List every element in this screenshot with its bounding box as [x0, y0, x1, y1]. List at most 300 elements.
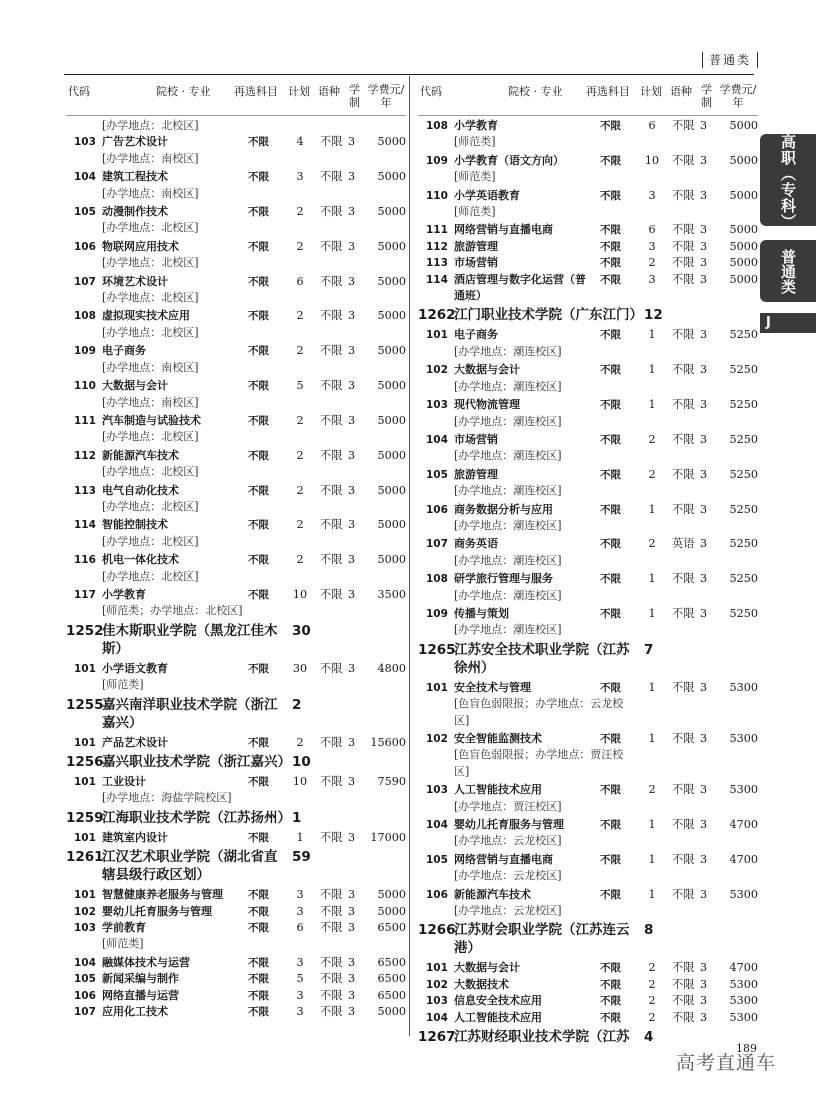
major-years: 3	[700, 398, 708, 412]
major-code: 111	[74, 414, 96, 427]
major-row	[66, 661, 406, 694]
major-name: 大数据技术	[454, 977, 509, 991]
major-row	[66, 887, 406, 903]
major-fee: 5000	[377, 904, 406, 918]
major-note: [办学地点：贾汪校区]	[454, 799, 562, 813]
header-code: 代码	[420, 85, 442, 98]
major-fee: 5000	[377, 309, 406, 323]
major-language: 不限	[672, 502, 695, 516]
major-language: 不限	[672, 606, 695, 620]
major-code: 111	[426, 224, 448, 237]
column-divider	[409, 76, 410, 1036]
major-subjects: 不限	[600, 503, 621, 516]
major-language: 不限	[320, 830, 343, 844]
major-note: [办学地点：潮连校区]	[454, 484, 562, 498]
left-column	[66, 80, 406, 1020]
major-row	[66, 483, 406, 516]
major-code: 103	[426, 399, 448, 412]
major-code: 101	[426, 962, 448, 975]
major-years: 3	[348, 830, 356, 844]
major-name: 信息安全技术应用	[454, 994, 542, 1008]
major-name: 人工智能技术应用	[454, 1010, 542, 1024]
major-subjects: 不限	[248, 831, 269, 844]
major-name: 酒店管理与数字化运营（普通班）	[454, 272, 586, 303]
major-language: 不限	[320, 972, 343, 986]
school-plan: 1	[292, 809, 302, 826]
major-name: 学前教育	[102, 921, 146, 935]
major-years: 3	[700, 467, 708, 481]
major-plan: 3	[296, 170, 304, 184]
major-years: 3	[348, 1005, 356, 1019]
major-name: 现代物流管理	[454, 398, 520, 412]
header-language: 语种	[670, 85, 692, 98]
table-header	[66, 80, 406, 116]
major-language: 不限	[672, 783, 695, 797]
major-years: 3	[348, 775, 356, 788]
school-name: 江苏安全技术职业学院（江苏徐州）	[454, 641, 630, 676]
major-language: 不限	[672, 363, 695, 377]
major-plan: 2	[648, 256, 656, 270]
major-code: 108	[426, 573, 448, 586]
major-name: 商务数据分析与应用	[454, 502, 553, 516]
major-subjects: 不限	[248, 889, 269, 902]
major-plan: 2	[296, 309, 304, 323]
major-subjects: 不限	[248, 588, 269, 601]
major-name: 传播与策划	[454, 606, 509, 620]
major-subjects: 不限	[600, 120, 621, 132]
major-years: 3	[700, 994, 708, 1008]
major-subjects: 不限	[248, 414, 269, 427]
major-row	[418, 255, 758, 271]
major-name: 动漫制作技术	[102, 205, 168, 219]
major-years: 3	[348, 888, 356, 902]
major-years: 3	[700, 239, 708, 253]
school-row	[66, 848, 406, 884]
major-subjects: 不限	[248, 136, 269, 149]
major-code: 110	[426, 189, 448, 202]
side-tab-letter[interactable]: J	[760, 313, 816, 333]
major-years: 3	[348, 483, 356, 497]
major-row	[418, 852, 758, 885]
header-code: 代码	[68, 85, 90, 98]
major-row	[66, 413, 406, 446]
major-fee: 5000	[377, 205, 406, 219]
major-plan: 1	[648, 818, 656, 832]
major-years: 3	[348, 448, 356, 462]
header-years: 学制	[349, 83, 360, 109]
major-name: 安全智能监测技术	[454, 732, 542, 745]
major-row	[418, 502, 758, 535]
major-plan: 6	[296, 921, 304, 935]
major-years: 3	[348, 135, 356, 149]
major-code: 108	[74, 310, 96, 323]
major-fee: 5250	[729, 606, 758, 620]
major-plan: 2	[296, 735, 304, 749]
major-name: 小学教育	[454, 119, 498, 132]
major-years: 3	[700, 223, 708, 237]
major-years: 3	[700, 256, 708, 270]
major-name: 新能源汽车技术	[454, 887, 531, 901]
major-language: 不限	[672, 432, 695, 446]
major-years: 3	[700, 119, 708, 132]
major-code: 101	[74, 889, 96, 902]
major-plan: 1	[648, 502, 656, 516]
major-subjects: 不限	[600, 995, 621, 1008]
major-row	[418, 118, 758, 151]
school-code: 1259	[66, 809, 104, 826]
major-note: [办学地点：北校区]	[102, 256, 199, 270]
major-code: 103	[74, 922, 96, 935]
major-fee: 5300	[729, 680, 758, 694]
major-subjects: 不限	[248, 736, 269, 749]
major-fee: 5000	[377, 553, 406, 567]
major-years: 3	[700, 272, 708, 286]
major-code: 104	[426, 1011, 448, 1024]
header-years: 学制	[701, 83, 712, 109]
major-language: 不限	[320, 170, 343, 184]
major-subjects: 不限	[600, 364, 621, 377]
major-code: 113	[426, 257, 448, 270]
major-years: 3	[348, 413, 356, 427]
major-subjects: 不限	[600, 853, 621, 866]
major-note: [办学地点：潮连校区]	[454, 414, 562, 428]
major-language: 不限	[672, 239, 695, 253]
major-note: [办学地点：北校区]	[102, 499, 199, 513]
major-years: 3	[700, 188, 708, 202]
major-code: 110	[74, 380, 96, 393]
major-years: 3	[700, 363, 708, 377]
major-name: 商务英语	[454, 537, 498, 551]
major-plan: 2	[648, 977, 656, 991]
major-code: 107	[426, 538, 448, 551]
major-fee: 5000	[377, 483, 406, 497]
major-row	[418, 272, 758, 305]
major-fee: 5000	[729, 188, 758, 202]
major-fee: 5000	[377, 274, 406, 288]
major-years: 3	[700, 961, 708, 975]
major-row	[66, 343, 406, 376]
major-language: 不限	[672, 223, 695, 237]
major-fee: 5300	[729, 977, 758, 991]
major-row	[418, 887, 758, 920]
major-row	[66, 308, 406, 341]
side-tab-general[interactable]: 普通类	[760, 240, 816, 302]
major-language: 不限	[320, 135, 343, 149]
major-note: [办学地点：云龙校区]	[454, 904, 562, 918]
major-years: 3	[700, 606, 708, 620]
major-fee: 7590	[377, 775, 406, 788]
major-plan: 2	[296, 205, 304, 219]
major-code: 103	[426, 995, 448, 1008]
major-note: [办学地点：北校区]	[102, 465, 199, 479]
major-years: 3	[348, 955, 356, 969]
header-subjects: 再选科目	[234, 85, 278, 98]
major-row	[66, 587, 406, 620]
major-row	[66, 735, 406, 751]
major-language: 不限	[320, 735, 343, 749]
major-fee: 5000	[377, 344, 406, 358]
school-code: 1265	[418, 641, 456, 658]
major-name: 小学教育（语文方向）	[454, 153, 564, 167]
major-code: 102	[426, 364, 448, 377]
major-row	[418, 960, 758, 976]
major-years: 3	[700, 818, 708, 832]
left-entries	[66, 118, 406, 1020]
major-subjects: 不限	[600, 273, 621, 286]
major-plan: 3	[648, 239, 656, 253]
major-code: 106	[74, 989, 96, 1002]
header-plan: 计划	[288, 85, 310, 98]
major-subjects: 不限	[248, 922, 269, 935]
major-years: 3	[348, 553, 356, 567]
major-language: 不限	[320, 205, 343, 219]
major-plan: 2	[296, 553, 304, 567]
major-plan: 2	[296, 239, 304, 253]
major-row	[66, 378, 406, 411]
major-row	[66, 830, 406, 846]
major-subjects: 不限	[600, 189, 621, 202]
major-code: 116	[74, 554, 96, 567]
major-years: 3	[700, 887, 708, 901]
major-subjects: 不限	[248, 275, 269, 288]
major-plan: 6	[648, 119, 656, 132]
major-name: 市场营销	[454, 432, 498, 446]
header-fee: 学费元/年	[367, 83, 405, 109]
major-years: 3	[700, 732, 708, 745]
major-note: [师范类]	[102, 937, 144, 951]
major-name: 虚拟现实技术应用	[102, 309, 190, 323]
major-plan: 1	[648, 328, 656, 342]
major-language: 不限	[672, 818, 695, 832]
school-code: 1262	[418, 307, 456, 324]
school-name: 嘉兴职业技术学院（浙江嘉兴）	[102, 754, 291, 770]
major-subjects: 不限	[248, 989, 269, 1002]
major-fee: 5000	[377, 379, 406, 393]
major-fee: 4800	[377, 661, 406, 675]
major-code: 114	[426, 273, 448, 286]
major-plan: 30	[292, 661, 308, 675]
major-name: 汽车制造与试验技术	[102, 413, 201, 427]
continuation-note-row	[66, 118, 406, 134]
major-note: [办学地点：云龙校区]	[454, 869, 562, 883]
major-years: 3	[348, 661, 356, 675]
major-row	[66, 552, 406, 585]
watermark: 高考直通车	[676, 1052, 777, 1074]
major-code: 106	[74, 240, 96, 253]
major-plan: 2	[296, 518, 304, 532]
major-row	[418, 680, 758, 729]
major-note: [办学地点：潮连校区]	[454, 623, 562, 637]
major-plan: 1	[648, 572, 656, 586]
major-code: 101	[426, 329, 448, 342]
major-language: 英语	[672, 537, 695, 551]
major-fee: 5000	[729, 223, 758, 237]
major-subjects: 不限	[600, 784, 621, 797]
major-code: 103	[426, 784, 448, 797]
major-subjects: 不限	[600, 399, 621, 412]
major-name: 小学英语教育	[454, 188, 520, 202]
major-fee: 4700	[729, 818, 758, 832]
major-code: 102	[426, 733, 448, 745]
major-years: 3	[348, 904, 356, 918]
table-header	[418, 80, 758, 116]
major-subjects: 不限	[248, 1006, 269, 1019]
school-plan: 7	[644, 641, 654, 658]
school-row	[418, 306, 758, 324]
major-language: 不限	[320, 518, 343, 532]
major-language: 不限	[672, 994, 695, 1008]
major-name: 旅游管理	[454, 467, 498, 481]
major-plan: 2	[296, 483, 304, 497]
major-row	[66, 971, 406, 987]
major-fee: 5250	[729, 467, 758, 481]
major-years: 3	[700, 680, 708, 694]
major-language: 不限	[672, 272, 695, 286]
major-subjects: 不限	[248, 662, 269, 675]
major-name: 网络营销与直播电商	[454, 852, 553, 866]
school-code: 1255	[66, 696, 104, 713]
major-note: [师范类]	[454, 205, 496, 219]
major-plan: 3	[296, 988, 304, 1002]
major-fee: 6500	[377, 955, 406, 969]
major-subjects: 不限	[600, 538, 621, 551]
major-subjects: 不限	[600, 573, 621, 586]
major-fee: 6500	[377, 921, 406, 935]
major-row	[418, 222, 758, 238]
major-language: 不限	[672, 977, 695, 991]
major-language: 不限	[320, 904, 343, 918]
major-fee: 15600	[370, 735, 406, 749]
major-language: 不限	[320, 239, 343, 253]
major-plan: 2	[648, 994, 656, 1008]
major-plan: 1	[648, 852, 656, 866]
major-note: [办学地点：北校区]	[102, 534, 199, 548]
major-years: 3	[348, 239, 356, 253]
major-name: 小学教育	[102, 587, 146, 601]
major-years: 3	[348, 518, 356, 532]
major-language: 不限	[320, 274, 343, 288]
major-years: 3	[700, 1010, 708, 1024]
major-years: 3	[348, 309, 356, 323]
major-language: 不限	[320, 379, 343, 393]
right-column	[418, 80, 758, 1049]
major-row	[418, 239, 758, 255]
major-row	[66, 169, 406, 202]
major-language: 不限	[320, 921, 343, 935]
major-subjects: 不限	[248, 519, 269, 532]
major-plan: 1	[296, 830, 304, 844]
major-code: 101	[74, 831, 96, 844]
major-fee: 4700	[729, 852, 758, 866]
major-plan: 2	[648, 432, 656, 446]
major-row	[66, 448, 406, 481]
major-plan: 2	[296, 413, 304, 427]
school-row	[418, 921, 758, 957]
major-language: 不限	[672, 852, 695, 866]
major-fee: 5250	[729, 398, 758, 412]
major-fee: 6500	[377, 988, 406, 1002]
major-name: 电子商务	[102, 344, 146, 358]
major-subjects: 不限	[600, 978, 621, 991]
major-code: 117	[74, 588, 96, 601]
major-row	[66, 204, 406, 237]
major-code: 109	[426, 154, 448, 167]
major-row	[418, 153, 758, 186]
major-plan: 2	[296, 448, 304, 462]
major-subjects: 不限	[600, 468, 621, 481]
major-code: 101	[426, 681, 448, 694]
major-row	[418, 397, 758, 430]
major-subjects: 不限	[248, 240, 269, 253]
major-name: 环境艺术设计	[102, 274, 168, 288]
header-plan: 计划	[640, 85, 662, 98]
school-name: 江苏财经职业技术学院（江苏	[454, 1029, 630, 1046]
major-code: 112	[74, 449, 96, 462]
major-years: 3	[348, 988, 356, 1002]
major-language: 不限	[320, 587, 343, 601]
major-subjects: 不限	[600, 257, 621, 270]
major-name: 大数据与会计	[454, 961, 520, 975]
major-note: [办学地点：北校区]	[102, 430, 199, 444]
major-note: [办学地点：南校区]	[102, 151, 199, 165]
major-fee: 5300	[729, 783, 758, 797]
major-subjects: 不限	[248, 956, 269, 969]
major-plan: 10	[292, 587, 308, 601]
major-years: 3	[700, 537, 708, 551]
major-code: 104	[74, 171, 96, 184]
major-years: 3	[348, 344, 356, 358]
major-fee: 5000	[377, 518, 406, 532]
major-fee: 3500	[377, 587, 406, 601]
major-fee: 5000	[377, 239, 406, 253]
major-row	[418, 993, 758, 1009]
major-subjects: 不限	[248, 310, 269, 323]
school-name: 江苏财会职业学院（江苏连云港）	[454, 922, 630, 957]
major-subjects: 不限	[248, 206, 269, 219]
major-note: [师范类]	[454, 170, 496, 184]
major-row	[418, 362, 758, 395]
major-subjects: 不限	[600, 433, 621, 446]
major-language: 不限	[672, 572, 695, 586]
major-language: 不限	[672, 119, 695, 132]
major-plan: 3	[296, 1005, 304, 1019]
major-language: 不限	[320, 661, 343, 675]
major-subjects: 不限	[248, 905, 269, 918]
major-row	[418, 731, 758, 780]
school-row	[66, 622, 406, 658]
major-note: [办学地点：北校区]	[102, 291, 199, 305]
major-subjects: 不限	[600, 962, 621, 975]
major-language: 不限	[320, 888, 343, 902]
major-code: 101	[74, 736, 96, 749]
major-years: 3	[348, 170, 356, 184]
major-plan: 1	[648, 606, 656, 620]
major-note: [办学地点：北校区]	[102, 569, 199, 583]
major-name: 大数据与会计	[454, 363, 520, 377]
major-language: 不限	[320, 309, 343, 323]
major-row	[418, 782, 758, 815]
side-tab-vocational[interactable]: 高职（专科）	[760, 134, 816, 226]
major-subjects: 不限	[248, 554, 269, 567]
major-code: 107	[74, 1006, 96, 1019]
page-category-tag: 普通类	[702, 52, 758, 68]
major-name: 融媒体技术与运营	[102, 955, 190, 969]
major-plan: 6	[296, 274, 304, 288]
school-plan: 12	[644, 307, 663, 324]
major-row	[66, 517, 406, 550]
major-plan: 2	[648, 783, 656, 797]
major-code: 101	[74, 776, 96, 788]
